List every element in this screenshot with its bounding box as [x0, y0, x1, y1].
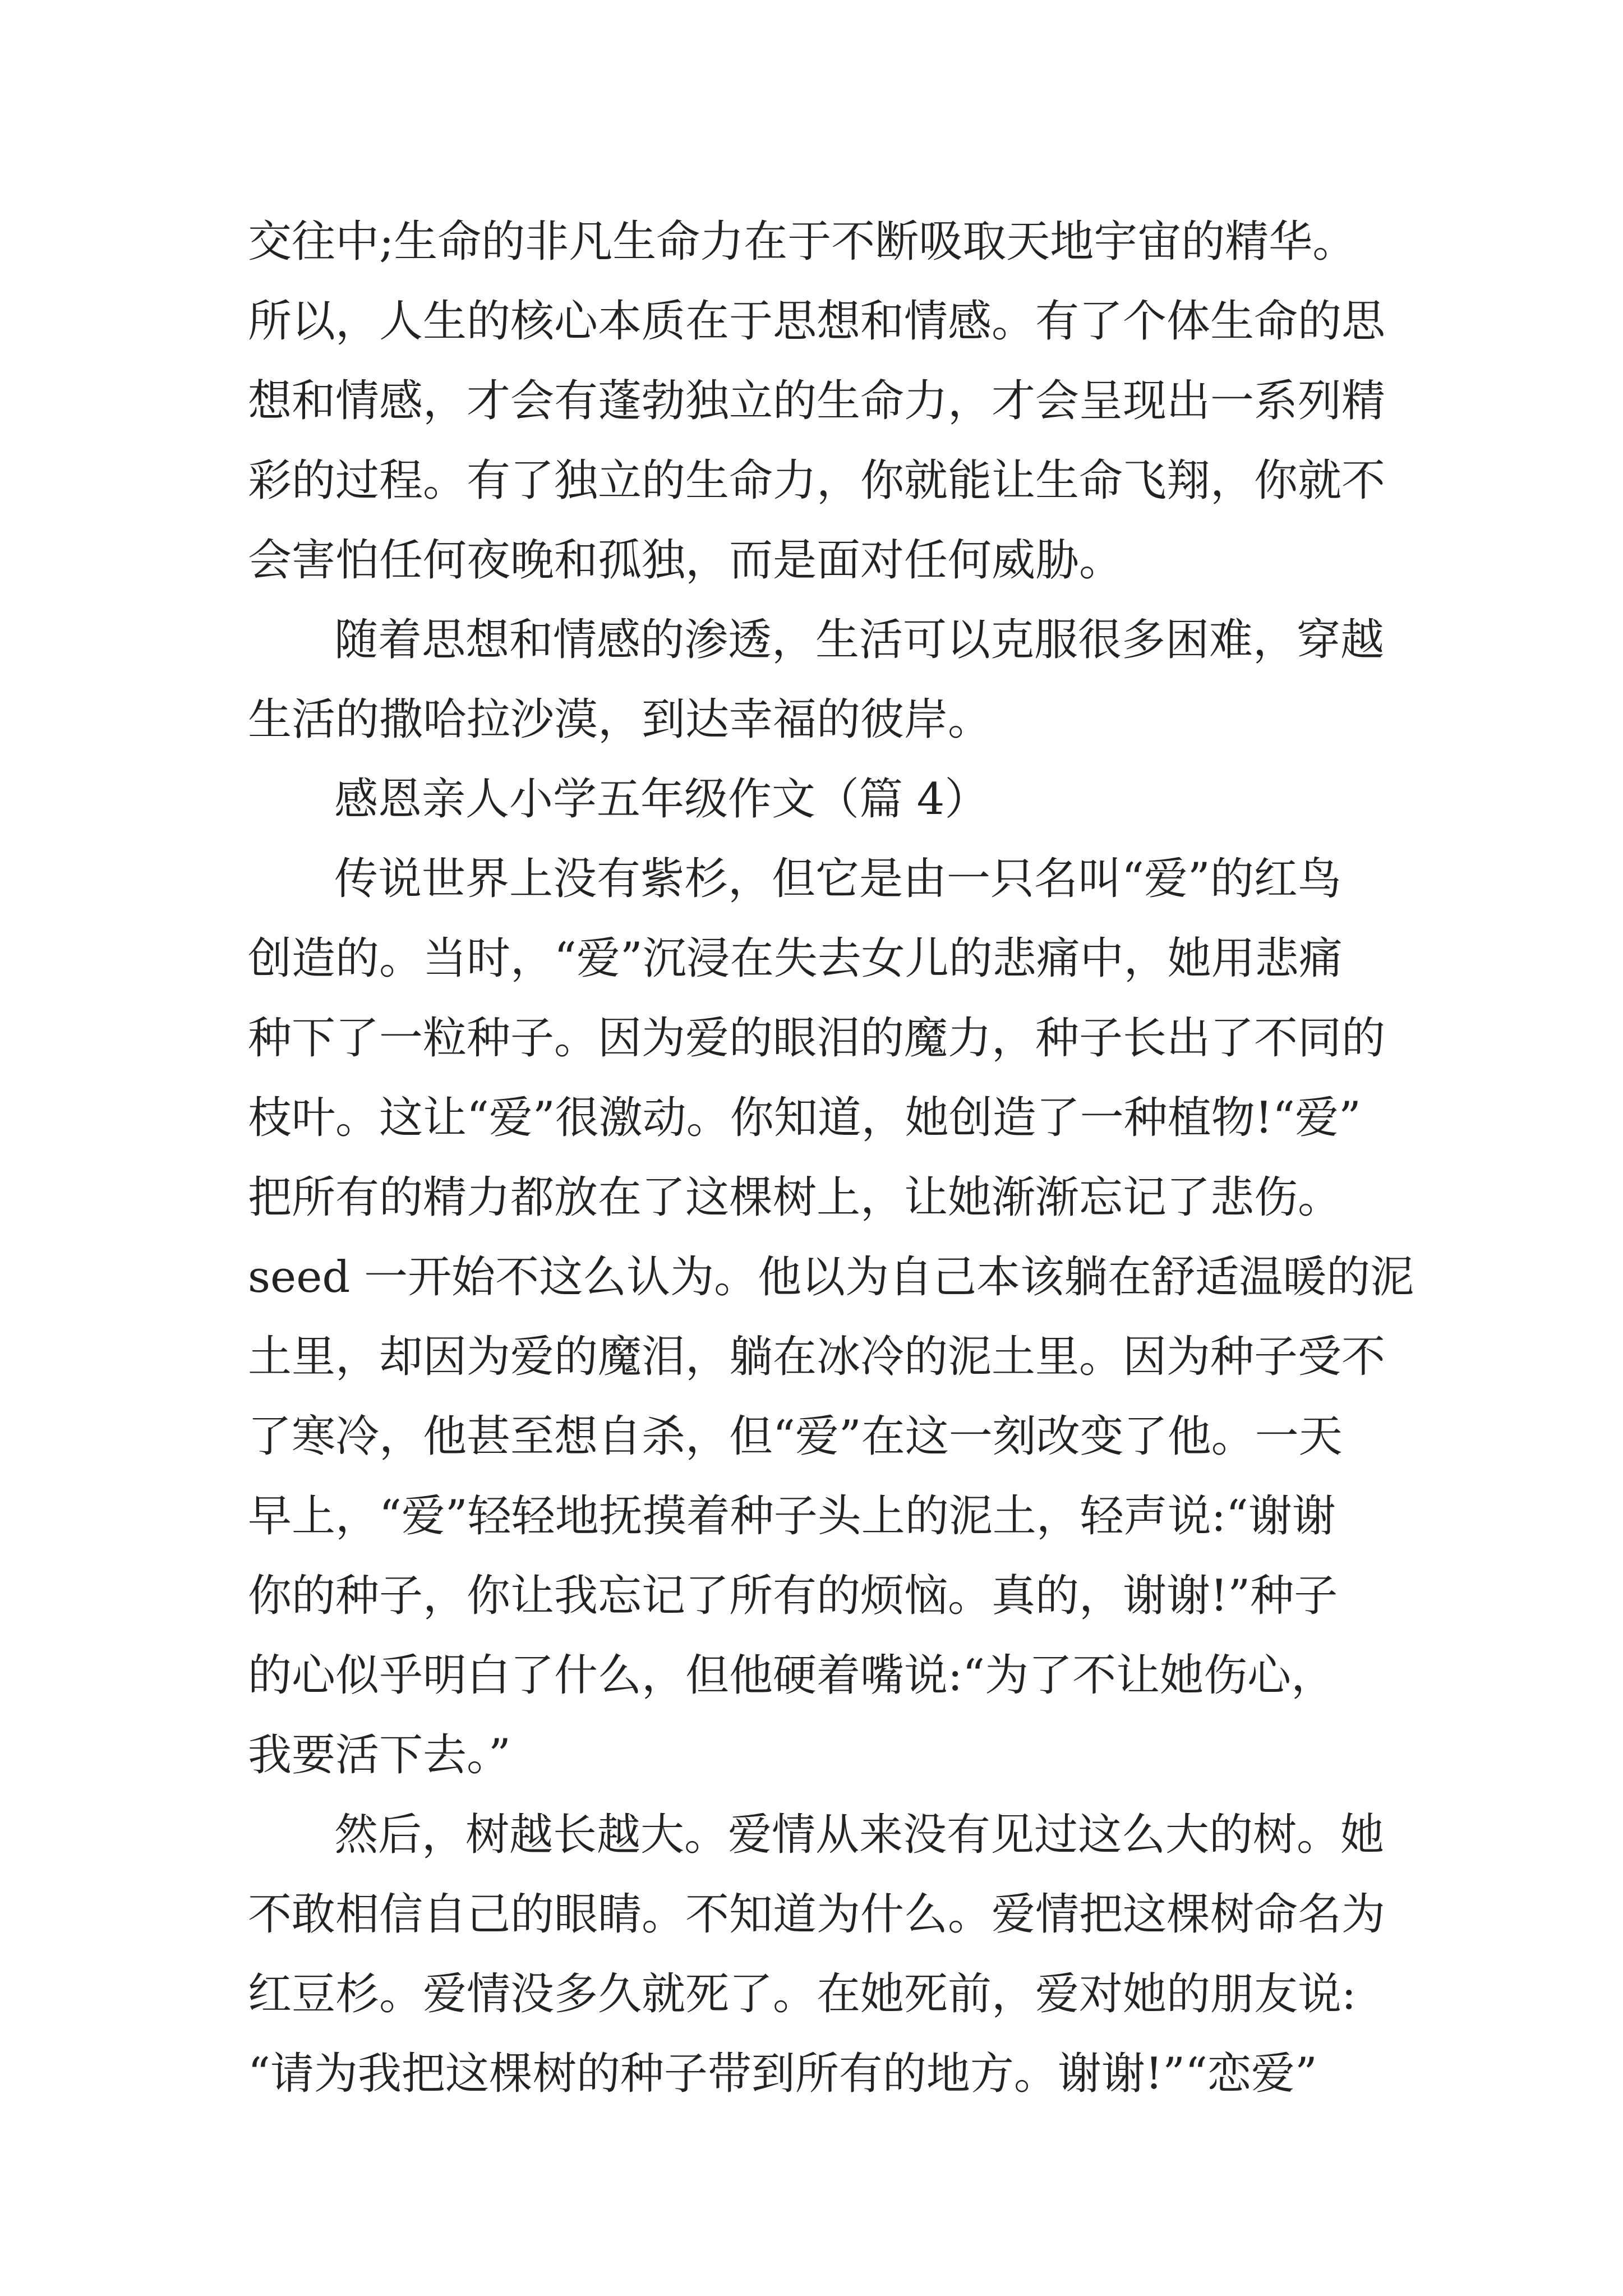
document-body	[248, 202, 1414, 2114]
text-line: “请为我把这棵树的种子带到所有的地方。谢谢!”“恋爱”	[248, 2049, 1317, 2099]
text-line: 土里，却因为爱的魔泪，躺在冰冷的泥土里。因为种子受不	[248, 1332, 1386, 1382]
paragraph-first-line: 随着思想和情感的渗透，生活可以克服很多困难，穿越	[334, 615, 1385, 665]
text-line: seed 一开始不这么认为。他以为自己本该躺在舒适温暖的泥	[248, 1252, 1414, 1303]
text-line: 生活的撒哈拉沙漠，到达幸福的彼岸。	[248, 694, 992, 745]
text-line: 把所有的精力都放在了这棵树上，让她渐渐忘记了悲伤。	[248, 1172, 1342, 1223]
text-line: 了寒冷，他甚至想自杀，但“爱”在这一刻改变了他。一天	[248, 1411, 1343, 1462]
text-line: 会害怕任何夜晚和孤独，而是面对任何威胁。	[248, 535, 1123, 586]
paragraph-first-line: 传说世界上没有紫杉，但它是由一只名叫“爱”的红鸟	[334, 854, 1341, 904]
text-line: 我要活下去。”	[248, 1730, 511, 1780]
text-line: 你的种子，你让我忘记了所有的烦恼。真的，谢谢!”种子	[248, 1571, 1338, 1621]
text-line: 创造的。当时，“爱”沉浸在失去女儿的悲痛中，她用悲痛	[248, 933, 1343, 984]
text-line: 不敢相信自己的眼睛。不知道为什么。爱情把这棵树命名为	[248, 1889, 1386, 1940]
text-line: 交往中;生命的非凡生命力在于不断吸取天地宇宙的精华。	[248, 217, 1357, 267]
text-line: 种下了一粒种子。因为爱的眼泪的魔力，种子长出了不同的	[248, 1013, 1386, 1064]
text-line: 红豆杉。爱情没多久就死了。在她死前，爱对她的朋友说:	[248, 1969, 1357, 2019]
text-line: 所以，人生的核心本质在于思想和情感。有了个体生命的思	[248, 296, 1386, 347]
section-heading: 感恩亲人小学五年级作文（篇 4）	[334, 774, 989, 825]
text-line: 彩的过程。有了独立的生命力，你就能让生命飞翔，你就不	[248, 455, 1386, 506]
text-line: 想和情感，才会有蓬勃独立的生命力，才会呈现出一系列精	[248, 376, 1386, 426]
paragraph-first-line: 然后，树越长越大。爱情从来没有见过这么大的树。她	[334, 1810, 1385, 1860]
text-line: 早上，“爱”轻轻地抚摸着种子头上的泥土，轻声说:“谢谢	[248, 1491, 1336, 1542]
text-line: 的心似乎明白了什么，但他硬着嘴说:“为了不让她伤心，	[248, 1650, 1335, 1701]
text-line: 枝叶。这让“爱”很激动。你知道，她创造了一种植物!“爱”	[248, 1093, 1361, 1143]
